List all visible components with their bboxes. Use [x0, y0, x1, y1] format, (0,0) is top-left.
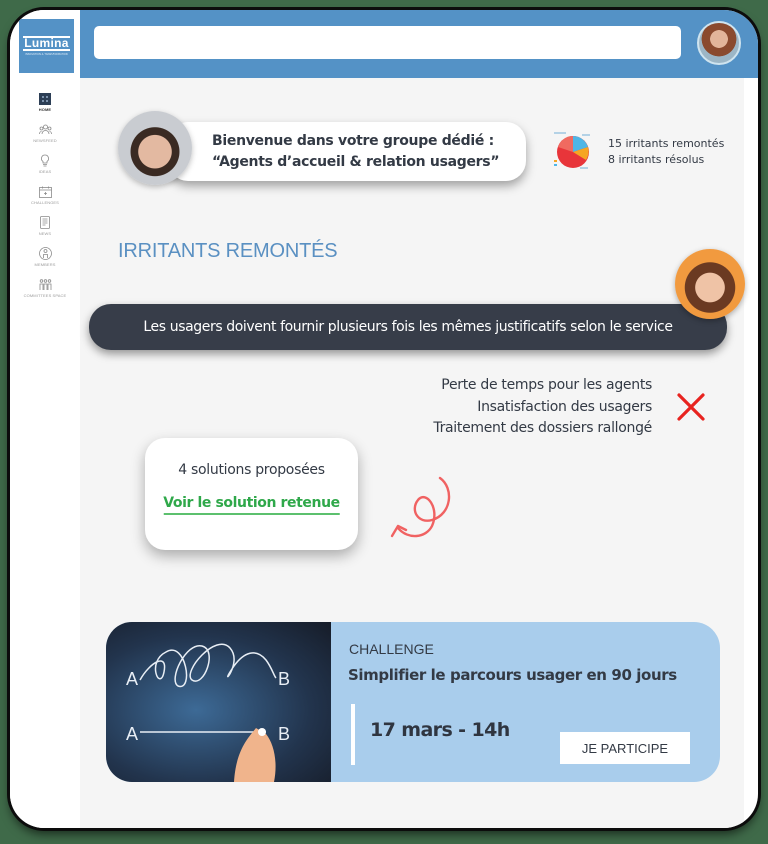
sidebar-item-members[interactable] — [10, 247, 80, 278]
sidebar-item-committees-space[interactable] — [10, 278, 80, 309]
svg-text:A: A — [126, 669, 139, 689]
irritants-stats — [552, 127, 742, 177]
sidebar-item-label: CHALLENGES — [31, 200, 59, 205]
sidebar-item-label: MEMBERS — [34, 262, 56, 267]
irritants-resolved-count: 8 irritants résolus — [608, 153, 705, 166]
challenge-date: 17 mars - 14h — [370, 719, 510, 741]
welcome-line-1: Bienvenue dans votre groupe dédié : — [212, 132, 494, 149]
calendar-icon — [39, 185, 52, 198]
sidebar-item-home[interactable] — [10, 92, 80, 123]
impact-item: Traitement des dossiers rallongé — [433, 420, 652, 436]
svg-text:B: B — [278, 669, 291, 689]
section-title: IRRITANTS REMONTÉS — [118, 240, 338, 262]
solutions-card — [145, 438, 358, 550]
welcome-banner — [118, 111, 528, 181]
pie-chart-icon — [552, 127, 598, 177]
challenge-title: Simplifier le parcours usager en 90 jours — [348, 666, 677, 684]
sidebar-item-news[interactable] — [10, 216, 80, 247]
svg-text:B: B — [278, 724, 291, 744]
top-bar — [80, 10, 758, 78]
challenge-body — [331, 622, 720, 782]
irritant-text: Les usagers doivent fournir plusieurs fois les mêmes justificatifs selon le service — [143, 319, 673, 335]
sidebar-nav — [10, 92, 80, 309]
search-input[interactable] — [94, 26, 681, 59]
home-icon — [39, 92, 52, 105]
sidebar-item-label: IDEAS — [38, 169, 52, 174]
sidebar-item-label: NEWS — [38, 231, 52, 236]
close-x-icon — [675, 391, 707, 423]
solutions-count: 4 solutions proposées — [178, 462, 325, 478]
sidebar-item-label: HOME — [38, 107, 52, 112]
challenge-tag: CHALLENGE — [349, 641, 434, 657]
divider — [351, 704, 355, 765]
welcome-bubble — [168, 122, 526, 181]
svg-text:A: A — [126, 724, 139, 744]
impacts-list — [380, 375, 652, 440]
sidebar — [10, 10, 80, 828]
lightbulb-icon — [39, 154, 52, 167]
curly-arrow-icon — [388, 470, 458, 542]
irritant-card[interactable] — [89, 304, 727, 350]
sidebar-item-label: COMMITTEES SPACE — [23, 293, 67, 298]
view-solution-link[interactable]: Voir le solution retenue — [163, 495, 340, 515]
join-challenge-button[interactable]: JE PARTICIPE — [560, 732, 690, 764]
welcome-group-name: “Agents d’accueil & relation usagers” — [212, 153, 500, 170]
sidebar-item-label: NEWSFEED — [33, 138, 57, 143]
person-icon — [39, 247, 52, 260]
logo-tagline: INNOVATION & TRANSFORMATION — [25, 53, 68, 56]
issue-author-avatar — [675, 249, 745, 319]
group-host-avatar — [118, 111, 192, 185]
irritants-raised-count: 15 irritants remontés — [608, 137, 725, 150]
challenge-card — [106, 622, 720, 782]
impact-item: Perte de temps pour les agents — [441, 377, 652, 393]
people-icon — [39, 123, 52, 136]
sidebar-item-newsfeed[interactable] — [10, 123, 80, 154]
group-icon — [39, 278, 52, 291]
logo-text: Lumina — [24, 36, 69, 50]
challenge-image — [106, 622, 331, 782]
logo[interactable] — [19, 19, 74, 73]
sidebar-item-ideas[interactable] — [10, 154, 80, 185]
sidebar-item-challenges[interactable] — [10, 185, 80, 216]
impact-item: Insatisfaction des usagers — [477, 398, 652, 415]
document-icon — [39, 216, 52, 229]
user-avatar[interactable] — [697, 21, 741, 65]
